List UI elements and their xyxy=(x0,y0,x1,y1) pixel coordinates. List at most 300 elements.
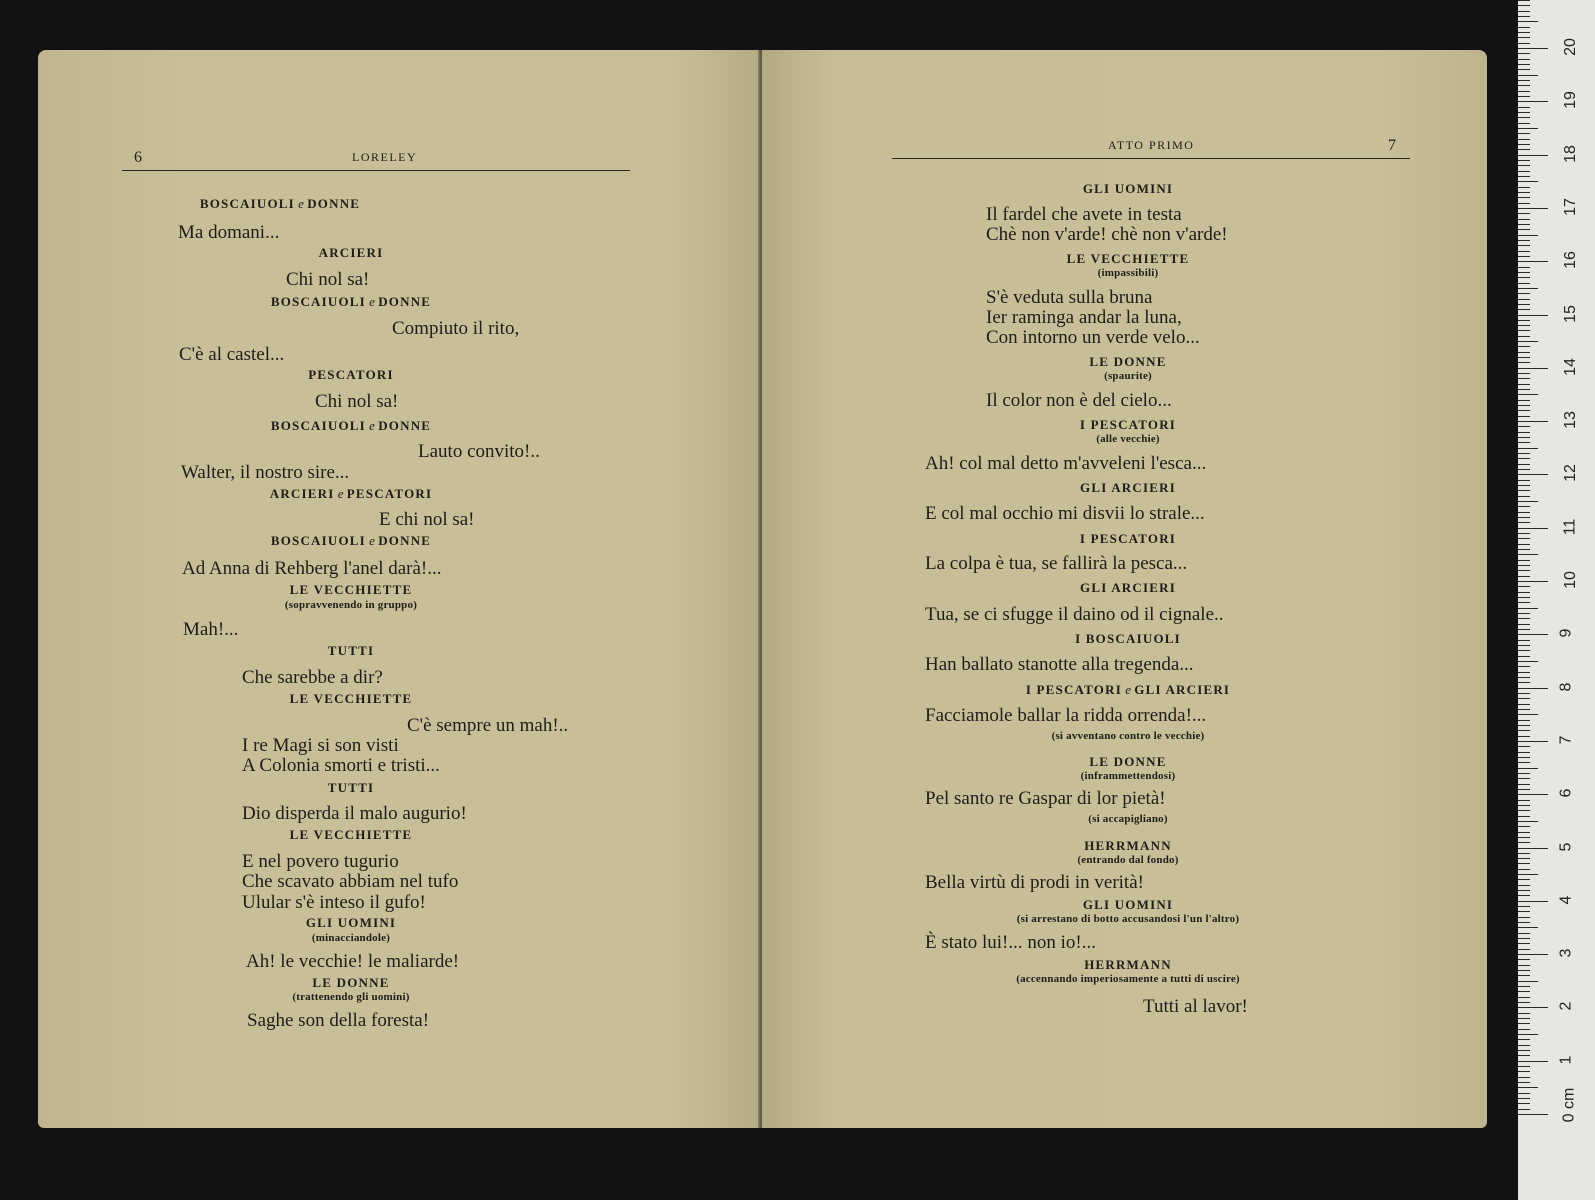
speaker-name: I PESCATORI xyxy=(1079,417,1177,432)
verse-line: Ier raminga andar la luna, xyxy=(986,307,1182,328)
speaker-heading xyxy=(1075,631,1181,647)
ruler-tick xyxy=(1518,730,1530,731)
speaker-heading xyxy=(319,245,384,261)
verse-line: Compiuto il rito, xyxy=(392,318,520,339)
ruler-tick xyxy=(1518,906,1530,907)
ruler-tick xyxy=(1518,586,1530,587)
ruler-tick xyxy=(1518,336,1530,337)
ruler-tick xyxy=(1518,293,1530,294)
speaker-heading xyxy=(290,582,413,598)
ruler-tick xyxy=(1518,1077,1530,1078)
ruler-tick xyxy=(1518,437,1530,438)
speaker-name: PESCATORI xyxy=(346,486,433,501)
ruler-tick xyxy=(1518,469,1530,470)
ruler-tick xyxy=(1518,693,1530,694)
ruler-tick xyxy=(1518,890,1530,891)
ruler-label: 1 xyxy=(1557,1055,1575,1065)
ruler-tick xyxy=(1518,442,1530,443)
ruler-label: 0 cm xyxy=(1560,1087,1578,1123)
verse-line: Chi nol sa! xyxy=(315,391,399,412)
ruler-tick xyxy=(1518,1034,1538,1035)
ruler-tick xyxy=(1518,346,1530,347)
ruler-tick xyxy=(1518,80,1530,81)
ruler-tick xyxy=(1518,581,1548,582)
verse-line: Tutti al lavor! xyxy=(1143,996,1248,1017)
verse-line: Dio disperda il malo augurio! xyxy=(242,803,467,824)
ruler-tick xyxy=(1518,965,1530,966)
ruler-tick xyxy=(1518,698,1530,699)
verse-line: E col mal occhio mi disvii lo strale... xyxy=(925,503,1205,524)
verse-line: Il fardel che avete in testa xyxy=(986,204,1182,225)
ruler-tick xyxy=(1518,736,1530,737)
ruler-tick xyxy=(1518,139,1530,140)
ruler-label: 12 xyxy=(1561,464,1579,483)
speaker-name: LE DONNE xyxy=(1089,754,1167,769)
stage-direction: (minacciandole) xyxy=(311,932,391,944)
speaker-heading xyxy=(306,915,396,931)
ruler-tick xyxy=(1518,618,1530,619)
speaker-heading xyxy=(1084,957,1172,973)
ruler-tick xyxy=(1518,11,1530,12)
ruler-tick xyxy=(1518,943,1530,944)
speaker-heading xyxy=(1080,417,1176,433)
ruler-tick xyxy=(1518,251,1530,252)
ruler-tick xyxy=(1518,272,1530,273)
ruler-tick xyxy=(1518,160,1530,161)
left-page xyxy=(38,50,760,1128)
ruler-label: 2 xyxy=(1557,1001,1575,1011)
right-page xyxy=(762,50,1487,1128)
verse-line: Ulular s'è inteso il gufo! xyxy=(242,892,426,913)
speaker-name: LE VECCHIETTE xyxy=(289,827,413,842)
ruler-tick xyxy=(1518,885,1530,886)
speaker-conjunction: e xyxy=(365,294,379,309)
ruler-tick xyxy=(1518,416,1530,417)
ruler-tick xyxy=(1518,709,1530,710)
ruler-tick xyxy=(1518,826,1530,827)
ruler-tick xyxy=(1518,991,1530,992)
ruler-tick xyxy=(1518,959,1530,960)
ruler-tick xyxy=(1518,107,1530,108)
ruler-tick xyxy=(1518,1066,1530,1067)
speaker-heading xyxy=(308,367,393,383)
ruler-tick xyxy=(1518,858,1530,859)
speaker-name: GLI UOMINI xyxy=(305,915,397,930)
ruler-tick xyxy=(1518,75,1538,76)
ruler-tick xyxy=(1518,688,1548,689)
stage-direction: (trattenendo gli uomini) xyxy=(292,991,410,1003)
ruler-tick xyxy=(1518,1045,1530,1046)
ruler-tick xyxy=(1518,773,1530,774)
speaker-name: TUTTI xyxy=(327,643,375,658)
ruler-label: 3 xyxy=(1557,948,1575,958)
ruler-tick xyxy=(1518,927,1538,928)
page-number: 7 xyxy=(1388,137,1396,154)
ruler-tick xyxy=(1518,133,1530,134)
ruler-tick xyxy=(1518,741,1548,742)
speaker-name: DONNE xyxy=(378,533,432,548)
stage-direction: (si arrestano di botto accusandosi l'un l'altro) xyxy=(1016,913,1240,925)
ruler-tick xyxy=(1518,400,1530,401)
speaker-heading xyxy=(1089,354,1166,370)
ruler-tick xyxy=(1518,645,1530,646)
stage-direction: (spaurite) xyxy=(1104,370,1152,382)
ruler-tick xyxy=(1518,357,1530,358)
verse-line: I re Magi si son visti xyxy=(242,735,399,756)
ruler-tick xyxy=(1518,485,1530,486)
ruler-tick xyxy=(1518,629,1530,630)
ruler-tick xyxy=(1518,192,1530,193)
ruler-tick xyxy=(1518,1029,1530,1030)
speaker-heading xyxy=(1026,682,1230,698)
ruler-tick xyxy=(1518,752,1530,753)
ruler-tick xyxy=(1518,187,1530,188)
ruler-tick xyxy=(1518,725,1530,726)
ruler-tick xyxy=(1518,810,1530,811)
ruler-tick xyxy=(1518,879,1530,880)
ruler-tick xyxy=(1518,1039,1530,1040)
speaker-name: LE VECCHIETTE xyxy=(289,691,413,706)
ruler-tick xyxy=(1518,789,1530,790)
speaker-heading xyxy=(200,196,360,212)
speaker-heading xyxy=(271,533,431,549)
ruler-tick xyxy=(1518,778,1530,779)
ruler-tick xyxy=(1518,410,1530,411)
ruler-tick xyxy=(1518,1114,1548,1115)
ruler-tick xyxy=(1518,69,1530,70)
ruler-tick xyxy=(1518,597,1530,598)
speaker-name: I PESCATORI xyxy=(1025,682,1122,697)
verse-line: Che sarebbe a dir? xyxy=(242,667,383,688)
ruler-tick xyxy=(1518,602,1530,603)
ruler-tick xyxy=(1518,245,1530,246)
ruler-tick xyxy=(1518,480,1530,481)
speaker-heading xyxy=(312,975,389,991)
ruler-tick xyxy=(1518,592,1530,593)
ruler-tick xyxy=(1518,842,1530,843)
ruler-tick xyxy=(1518,1061,1548,1062)
ruler-tick xyxy=(1518,181,1538,182)
ruler-tick xyxy=(1518,5,1530,6)
speaker-name: BOSCAIUOLI xyxy=(199,196,295,211)
speaker-heading xyxy=(1083,897,1173,913)
ruler-tick xyxy=(1518,656,1530,657)
ruler-tick xyxy=(1518,800,1530,801)
ruler-tick xyxy=(1518,0,1530,1)
ruler-tick xyxy=(1518,53,1530,54)
ruler-tick xyxy=(1518,155,1548,156)
ruler-label: 19 xyxy=(1561,91,1579,110)
ruler-tick xyxy=(1518,299,1530,300)
ruler-label: 4 xyxy=(1557,895,1575,905)
measuring-ruler xyxy=(1518,0,1595,1200)
ruler-tick xyxy=(1518,549,1530,550)
ruler-tick xyxy=(1518,576,1530,577)
ruler-label: 7 xyxy=(1557,735,1575,745)
ruler-tick xyxy=(1518,533,1530,534)
ruler-tick xyxy=(1518,970,1530,971)
ruler-tick xyxy=(1518,1082,1530,1083)
speaker-name: LE DONNE xyxy=(312,975,390,990)
speaker-name: PESCATORI xyxy=(308,367,394,382)
ruler-tick xyxy=(1518,1109,1530,1110)
speaker-heading xyxy=(290,691,413,707)
ruler-tick xyxy=(1518,240,1530,241)
ruler-tick xyxy=(1518,37,1530,38)
ruler-tick xyxy=(1518,48,1548,49)
ruler-tick xyxy=(1518,426,1530,427)
speaker-name: I PESCATORI xyxy=(1079,531,1177,546)
ruler-tick xyxy=(1518,144,1530,145)
ruler-tick xyxy=(1518,309,1530,310)
ruler-tick xyxy=(1518,746,1530,747)
ruler-tick xyxy=(1518,1013,1530,1014)
ruler-tick xyxy=(1518,720,1530,721)
ruler-tick xyxy=(1518,832,1530,833)
speaker-heading xyxy=(290,827,413,843)
ruler-tick xyxy=(1518,448,1538,449)
verse-line: Han ballato stanotte alla tregenda... xyxy=(925,654,1194,675)
speaker-heading xyxy=(1089,754,1166,770)
verse-line: Lauto convito!.. xyxy=(418,441,540,462)
ruler-tick xyxy=(1518,874,1538,875)
speaker-conjunction: e xyxy=(334,486,347,501)
speaker-heading xyxy=(328,780,374,796)
ruler-tick xyxy=(1518,27,1530,28)
ruler-tick xyxy=(1518,490,1530,491)
ruler-tick xyxy=(1518,704,1530,705)
speaker-name: GLI ARCIERI xyxy=(1080,580,1176,595)
ruler-tick xyxy=(1518,389,1530,390)
ruler-tick xyxy=(1518,1103,1530,1104)
speaker-name: HERRMANN xyxy=(1084,957,1172,972)
speaker-name: LE VECCHIETTE xyxy=(1066,251,1190,266)
running-head-title: ATTO PRIMO xyxy=(1108,138,1195,152)
ruler-tick xyxy=(1518,315,1548,316)
speaker-heading xyxy=(1084,838,1172,854)
ruler-tick xyxy=(1518,608,1538,609)
speaker-name: TUTTI xyxy=(327,780,375,795)
speaker-name: GLI ARCIERI xyxy=(1080,480,1176,495)
stage-direction: (alle vecchie) xyxy=(1096,433,1160,445)
ruler-tick xyxy=(1518,661,1538,662)
verse-line: Chi nol sa! xyxy=(286,269,370,290)
ruler-tick xyxy=(1518,256,1530,257)
verse-line: Ma domani... xyxy=(178,222,280,243)
ruler-tick xyxy=(1518,975,1530,976)
ruler-tick xyxy=(1518,277,1530,278)
ruler-tick xyxy=(1518,922,1530,923)
ruler-tick xyxy=(1518,101,1548,102)
ruler-tick xyxy=(1518,517,1530,518)
ruler-label: 15 xyxy=(1561,304,1579,323)
ruler-label: 11 xyxy=(1561,518,1579,535)
stage-direction: (accennando imperiosamente a tutti di uscire) xyxy=(1016,973,1240,985)
verse-line: S'è veduta sulla bruna xyxy=(986,287,1153,308)
ruler-label: 6 xyxy=(1557,788,1575,798)
verse-line: Mah!... xyxy=(183,619,239,640)
ruler-tick xyxy=(1518,176,1530,177)
ruler-tick xyxy=(1518,1007,1548,1008)
ruler-tick xyxy=(1518,634,1548,635)
ruler-tick xyxy=(1518,64,1530,65)
verse-line: C'è al castel... xyxy=(179,344,285,365)
ruler-tick xyxy=(1518,911,1530,912)
ruler-tick xyxy=(1518,43,1530,44)
ruler-tick xyxy=(1518,666,1530,667)
ruler-tick xyxy=(1518,640,1530,641)
ruler-tick xyxy=(1518,565,1530,566)
ruler-tick xyxy=(1518,112,1530,113)
ruler-tick xyxy=(1518,85,1530,86)
ruler-tick xyxy=(1518,560,1530,561)
ruler-tick xyxy=(1518,224,1530,225)
ruler-tick xyxy=(1518,320,1530,321)
verse-line: E nel povero tugurio xyxy=(242,851,399,872)
ruler-tick xyxy=(1518,421,1548,422)
ruler-tick xyxy=(1518,816,1530,817)
ruler-tick xyxy=(1518,506,1530,507)
running-head-title: LORELEY xyxy=(352,150,418,164)
ruler-tick xyxy=(1518,917,1530,918)
ruler-tick xyxy=(1518,32,1530,33)
ruler-tick xyxy=(1518,197,1530,198)
ruler-tick xyxy=(1518,171,1530,172)
ruler-tick xyxy=(1518,1050,1530,1051)
ruler-tick xyxy=(1518,394,1538,395)
ruler-tick xyxy=(1518,96,1530,97)
verse-line: Ah! le vecchie! le maliarde! xyxy=(246,951,460,972)
ruler-tick xyxy=(1518,784,1530,785)
speaker-heading xyxy=(270,486,432,502)
ruler-tick xyxy=(1518,682,1530,683)
verse-line: Bella virtù di prodi in verità! xyxy=(925,872,1144,893)
ruler-tick xyxy=(1518,229,1530,230)
speaker-conjunction: e xyxy=(365,418,379,433)
speaker-name: LE VECCHIETTE xyxy=(289,582,413,597)
ruler-tick xyxy=(1518,1002,1530,1003)
ruler-tick xyxy=(1518,283,1530,284)
ruler-tick xyxy=(1518,821,1538,822)
verse-line: La colpa è tua, se fallirà la pesca... xyxy=(925,553,1188,574)
ruler-tick xyxy=(1518,672,1530,673)
ruler-tick xyxy=(1518,938,1530,939)
ruler-tick xyxy=(1518,757,1530,758)
ruler-label: 16 xyxy=(1561,251,1579,270)
ruler-tick xyxy=(1518,378,1530,379)
ruler-tick xyxy=(1518,528,1548,529)
verse-line: Che scavato abbiam nel tufo xyxy=(242,871,459,892)
verse-line: Tua, se ci sfugge il daino od il cignale.. xyxy=(925,604,1224,625)
ruler-tick xyxy=(1518,203,1530,204)
speaker-name: LE DONNE xyxy=(1089,354,1167,369)
ruler-tick xyxy=(1518,714,1538,715)
speaker-heading xyxy=(1080,531,1176,547)
ruler-tick xyxy=(1518,59,1530,60)
ruler-tick xyxy=(1518,341,1538,342)
ruler-tick xyxy=(1518,325,1530,326)
ruler-label: 14 xyxy=(1561,357,1579,376)
verse-line: C'è sempre un mah!.. xyxy=(407,715,569,736)
running-header xyxy=(892,128,1410,159)
speaker-name: GLI UOMINI xyxy=(1082,897,1174,912)
ruler-tick xyxy=(1518,352,1530,353)
ruler-tick xyxy=(1518,213,1530,214)
speaker-heading xyxy=(271,294,431,310)
ruler-tick xyxy=(1518,458,1530,459)
verse-line: E chi nol sa! xyxy=(379,509,475,530)
ruler-tick xyxy=(1518,267,1530,268)
verse-line: Facciamole ballar la ridda orrenda!... xyxy=(925,705,1207,726)
ruler-tick xyxy=(1518,1093,1530,1094)
ruler-tick xyxy=(1518,91,1530,92)
ruler-tick xyxy=(1518,570,1530,571)
speaker-heading xyxy=(328,643,374,659)
ruler-tick xyxy=(1518,1023,1530,1024)
speaker-name: I BOSCAIUOLI xyxy=(1075,631,1181,646)
ruler-tick xyxy=(1518,650,1530,651)
ruler-tick xyxy=(1518,219,1530,220)
speaker-name: HERRMANN xyxy=(1084,838,1172,853)
ruler-tick xyxy=(1518,869,1530,870)
speaker-name: GLI ARCIERI xyxy=(1134,682,1231,697)
verse-line: Walter, il nostro sire... xyxy=(181,462,350,483)
ruler-tick xyxy=(1518,1055,1530,1056)
ruler-label: 10 xyxy=(1561,571,1579,589)
ruler-tick xyxy=(1518,1071,1530,1072)
ruler-tick xyxy=(1518,794,1548,795)
speaker-heading xyxy=(1080,580,1176,596)
ruler-label: 20 xyxy=(1561,38,1579,56)
running-header xyxy=(122,140,630,171)
ruler-tick xyxy=(1518,474,1548,475)
ruler-tick xyxy=(1518,949,1530,950)
speaker-heading xyxy=(271,418,431,434)
ruler-tick xyxy=(1518,405,1530,406)
speaker-name: GLI UOMINI xyxy=(1082,181,1174,196)
ruler-tick xyxy=(1518,954,1548,955)
stage-direction: (si accapigliano) xyxy=(1088,813,1168,825)
ruler-tick xyxy=(1518,496,1530,497)
ruler-tick xyxy=(1518,368,1548,369)
ruler-label: 8 xyxy=(1557,682,1575,692)
stage-direction: (si avventano contro le vecchie) xyxy=(1051,730,1205,742)
ruler-tick xyxy=(1518,235,1538,236)
ruler-tick xyxy=(1518,986,1530,987)
ruler-tick xyxy=(1518,208,1548,209)
verse-line: Con intorno un verde velo... xyxy=(986,327,1200,348)
ruler-tick xyxy=(1518,330,1530,331)
ruler-tick xyxy=(1518,117,1530,118)
ruler-tick xyxy=(1518,373,1530,374)
ruler-tick xyxy=(1518,538,1530,539)
ruler-label: 17 xyxy=(1561,197,1579,216)
verse-line: È stato lui!... non io!... xyxy=(925,932,1096,953)
speaker-name: DONNE xyxy=(378,418,432,433)
speaker-name: ARCIERI xyxy=(318,245,384,260)
speaker-heading xyxy=(1067,251,1190,267)
ruler-tick xyxy=(1518,453,1530,454)
ruler-tick xyxy=(1518,1087,1538,1088)
ruler-tick xyxy=(1518,768,1538,769)
verse-line: A Colonia smorti e tristi... xyxy=(242,755,440,776)
ruler-tick xyxy=(1518,544,1530,545)
ruler-tick xyxy=(1518,123,1530,124)
ruler-label: 9 xyxy=(1557,628,1575,638)
ruler-tick xyxy=(1518,522,1530,523)
ruler-tick xyxy=(1518,501,1538,502)
ruler-tick xyxy=(1518,384,1530,385)
